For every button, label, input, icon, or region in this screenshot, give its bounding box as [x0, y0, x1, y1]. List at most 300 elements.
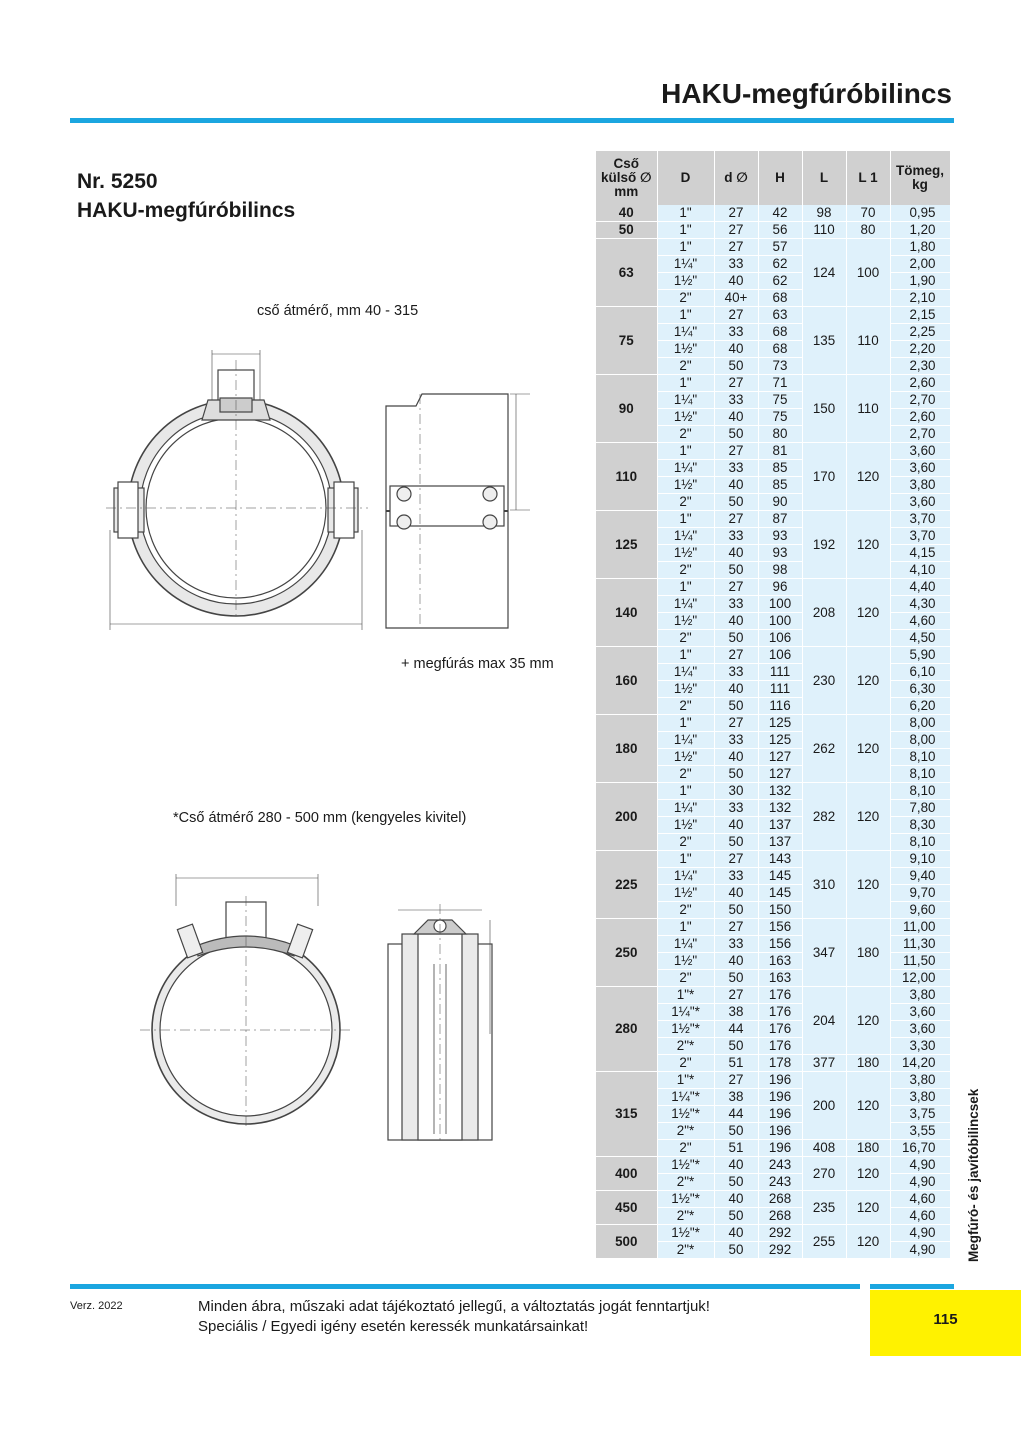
length-l-cell: 235 [802, 1191, 846, 1225]
thread-d-cell: 1½" [657, 613, 714, 630]
weight-cell: 9,10 [890, 851, 950, 868]
inner-diameter-cell: 50 [714, 426, 758, 443]
inner-diameter-cell: 27 [714, 205, 758, 222]
inner-diameter-cell: 27 [714, 443, 758, 460]
height-h-cell: 71 [758, 375, 802, 392]
thread-d-cell: 1¼" [657, 868, 714, 885]
table-row [596, 579, 950, 596]
weight-cell: 3,60 [890, 1021, 950, 1038]
inner-diameter-cell: 27 [714, 511, 758, 528]
height-h-cell: 292 [758, 1225, 802, 1242]
inner-diameter-cell: 50 [714, 834, 758, 851]
weight-cell: 4,90 [890, 1225, 950, 1242]
table-row [596, 511, 950, 528]
thread-d-cell: 2" [657, 562, 714, 579]
length-l-cell: 192 [802, 511, 846, 579]
weight-cell: 4,60 [890, 1191, 950, 1208]
outer-diameter-cell: 90 [596, 375, 657, 443]
length-l-cell: 282 [802, 783, 846, 851]
length-l1-cell: 120 [846, 443, 890, 511]
thread-d-cell: 1" [657, 783, 714, 800]
inner-diameter-cell: 50 [714, 562, 758, 579]
table-row [596, 987, 950, 1004]
thread-d-cell: 1¼" [657, 936, 714, 953]
weight-cell: 2,60 [890, 409, 950, 426]
inner-diameter-cell: 38 [714, 1004, 758, 1021]
weight-cell: 3,60 [890, 1004, 950, 1021]
outer-diameter-cell: 315 [596, 1072, 657, 1157]
length-l-cell: 408 [802, 1140, 846, 1157]
thread-d-cell: 2"* [657, 1174, 714, 1191]
length-l-cell: 377 [802, 1055, 846, 1072]
weight-cell: 4,15 [890, 545, 950, 562]
height-h-cell: 75 [758, 392, 802, 409]
inner-diameter-cell: 27 [714, 375, 758, 392]
length-l1-cell: 120 [846, 715, 890, 783]
thread-d-cell: 1½"* [657, 1021, 714, 1038]
outer-diameter-cell: 160 [596, 647, 657, 715]
table-row [596, 919, 950, 936]
thread-d-cell: 1¼" [657, 732, 714, 749]
height-h-cell: 145 [758, 868, 802, 885]
inner-diameter-cell: 27 [714, 579, 758, 596]
height-h-cell: 156 [758, 936, 802, 953]
thread-d-cell: 2" [657, 358, 714, 375]
outer-diameter-cell: 250 [596, 919, 657, 987]
weight-cell: 3,80 [890, 1072, 950, 1089]
title-rule [70, 118, 954, 123]
height-h-cell: 292 [758, 1242, 802, 1259]
thread-d-cell: 1½" [657, 545, 714, 562]
weight-cell: 5,90 [890, 647, 950, 664]
inner-diameter-cell: 33 [714, 256, 758, 273]
thread-d-cell: 1½" [657, 749, 714, 766]
inner-diameter-cell: 38 [714, 1089, 758, 1106]
weight-cell: 4,50 [890, 630, 950, 647]
table-row [596, 1191, 950, 1208]
thread-d-cell: 1" [657, 205, 714, 222]
thread-d-cell: 2"* [657, 1038, 714, 1055]
height-h-cell: 116 [758, 698, 802, 715]
height-h-cell: 100 [758, 596, 802, 613]
weight-cell: 3,55 [890, 1123, 950, 1140]
outer-diameter-cell: 140 [596, 579, 657, 647]
thread-d-cell: 1½" [657, 273, 714, 290]
weight-cell: 3,60 [890, 460, 950, 477]
col-header-h: H [758, 151, 802, 205]
inner-diameter-cell: 33 [714, 528, 758, 545]
weight-cell: 9,70 [890, 885, 950, 902]
length-l1-cell: 120 [846, 987, 890, 1055]
drill-note: + megfúrás max 35 mm [401, 656, 554, 672]
thread-d-cell: 1½"* [657, 1191, 714, 1208]
length-l-cell: 347 [802, 919, 846, 987]
weight-cell: 4,60 [890, 613, 950, 630]
outer-diameter-cell: 280 [596, 987, 657, 1072]
clamp-drawing-front [100, 340, 380, 630]
weight-cell: 11,50 [890, 953, 950, 970]
height-h-cell: 127 [758, 766, 802, 783]
height-h-cell: 81 [758, 443, 802, 460]
weight-cell: 6,20 [890, 698, 950, 715]
length-l-cell: 110 [802, 222, 846, 239]
inner-diameter-cell: 33 [714, 732, 758, 749]
table-row [596, 1225, 950, 1242]
weight-cell: 14,20 [890, 1055, 950, 1072]
height-h-cell: 100 [758, 613, 802, 630]
length-l-cell: 310 [802, 851, 846, 919]
weight-cell: 4,90 [890, 1242, 950, 1259]
height-h-cell: 176 [758, 1038, 802, 1055]
weight-cell: 4,10 [890, 562, 950, 579]
thread-d-cell: 2"* [657, 1123, 714, 1140]
length-l1-cell: 120 [846, 1191, 890, 1225]
inner-diameter-cell: 27 [714, 307, 758, 324]
inner-diameter-cell: 40 [714, 1157, 758, 1174]
height-h-cell: 125 [758, 732, 802, 749]
weight-cell: 2,25 [890, 324, 950, 341]
outer-diameter-cell: 400 [596, 1157, 657, 1191]
height-h-cell: 57 [758, 239, 802, 256]
inner-diameter-cell: 40+ [714, 290, 758, 307]
weight-cell: 8,30 [890, 817, 950, 834]
height-h-cell: 163 [758, 970, 802, 987]
inner-diameter-cell: 33 [714, 800, 758, 817]
col-header-weight: Tömeg, kg [890, 151, 950, 205]
table-row [596, 239, 950, 256]
inner-diameter-cell: 30 [714, 783, 758, 800]
disclaimer-line-1: Minden ábra, műszaki adat tájékoztató jellegű, a változtatás jogát fenntartjuk! [198, 1298, 710, 1315]
inner-diameter-cell: 50 [714, 766, 758, 783]
thread-d-cell: 1¼" [657, 596, 714, 613]
inner-diameter-cell: 40 [714, 1191, 758, 1208]
thread-d-cell: 1¼" [657, 664, 714, 681]
thread-d-cell: 1¼" [657, 528, 714, 545]
height-h-cell: 68 [758, 290, 802, 307]
thread-d-cell: 1" [657, 511, 714, 528]
thread-d-cell: 1" [657, 443, 714, 460]
weight-cell: 2,70 [890, 392, 950, 409]
weight-cell: 3,80 [890, 477, 950, 494]
length-l-cell: 98 [802, 205, 846, 222]
weight-cell: 8,10 [890, 766, 950, 783]
length-l-cell: 124 [802, 239, 846, 307]
thread-d-cell: 1" [657, 919, 714, 936]
weight-cell: 3,60 [890, 494, 950, 511]
thread-d-cell: 1" [657, 222, 714, 239]
outer-diameter-cell: 125 [596, 511, 657, 579]
thread-d-cell: 1½"* [657, 1225, 714, 1242]
length-l-cell: 270 [802, 1157, 846, 1191]
thread-d-cell: 1½"* [657, 1106, 714, 1123]
drawing1-caption: cső átmérő, mm 40 - 315 [257, 303, 419, 319]
thread-d-cell: 1" [657, 647, 714, 664]
inner-diameter-cell: 27 [714, 919, 758, 936]
thread-d-cell: 1"* [657, 1072, 714, 1089]
weight-cell: 0,95 [890, 205, 950, 222]
height-h-cell: 111 [758, 681, 802, 698]
weight-cell: 9,60 [890, 902, 950, 919]
thread-d-cell: 2" [657, 834, 714, 851]
weight-cell: 2,00 [890, 256, 950, 273]
disclaimer-line-2: Speciális / Egyedi igény esetén keressék munkatársainkat! [198, 1318, 589, 1335]
thread-d-cell: 1¼" [657, 392, 714, 409]
thread-d-cell: 1½" [657, 681, 714, 698]
height-h-cell: 163 [758, 953, 802, 970]
length-l1-cell: 180 [846, 1140, 890, 1157]
thread-d-cell: 2" [657, 290, 714, 307]
weight-cell: 3,80 [890, 987, 950, 1004]
length-l-cell: 204 [802, 987, 846, 1055]
outer-diameter-cell: 200 [596, 783, 657, 851]
height-h-cell: 62 [758, 256, 802, 273]
col-header-l: L [802, 151, 846, 205]
height-h-cell: 137 [758, 834, 802, 851]
spec-table [596, 151, 951, 1259]
inner-diameter-cell: 51 [714, 1140, 758, 1157]
thread-d-cell: 1½" [657, 885, 714, 902]
height-h-cell: 90 [758, 494, 802, 511]
height-h-cell: 145 [758, 885, 802, 902]
outer-diameter-cell: 180 [596, 715, 657, 783]
thread-d-cell: 2" [657, 1055, 714, 1072]
thread-d-cell: 2" [657, 902, 714, 919]
thread-d-cell: 1¼" [657, 324, 714, 341]
weight-cell: 3,30 [890, 1038, 950, 1055]
height-h-cell: 87 [758, 511, 802, 528]
height-h-cell: 85 [758, 460, 802, 477]
height-h-cell: 75 [758, 409, 802, 426]
inner-diameter-cell: 33 [714, 324, 758, 341]
outer-diameter-cell: 63 [596, 239, 657, 307]
table-row [596, 1072, 950, 1089]
thread-d-cell: 2" [657, 766, 714, 783]
length-l1-cell: 120 [846, 647, 890, 715]
inner-diameter-cell: 40 [714, 545, 758, 562]
inner-diameter-cell: 50 [714, 494, 758, 511]
height-h-cell: 80 [758, 426, 802, 443]
outer-diameter-cell: 500 [596, 1225, 657, 1259]
inner-diameter-cell: 50 [714, 630, 758, 647]
thread-d-cell: 1½" [657, 409, 714, 426]
inner-diameter-cell: 27 [714, 851, 758, 868]
thread-d-cell: 1½" [657, 817, 714, 834]
weight-cell: 1,90 [890, 273, 950, 290]
inner-diameter-cell: 50 [714, 1174, 758, 1191]
weight-cell: 8,10 [890, 749, 950, 766]
clamp-drawing-side [380, 388, 540, 633]
thread-d-cell: 1¼" [657, 460, 714, 477]
col-header-d: D [657, 151, 714, 205]
inner-diameter-cell: 50 [714, 1242, 758, 1259]
thread-d-cell: 1½" [657, 477, 714, 494]
inner-diameter-cell: 27 [714, 239, 758, 256]
table-row [596, 715, 950, 732]
table-row [596, 1157, 950, 1174]
thread-d-cell: 1½" [657, 341, 714, 358]
thread-d-cell: 1½"* [657, 1157, 714, 1174]
length-l1-cell: 120 [846, 1157, 890, 1191]
height-h-cell: 62 [758, 273, 802, 290]
col-header-inner-diameter: d ∅ [714, 151, 758, 205]
height-h-cell: 176 [758, 1004, 802, 1021]
length-l1-cell: 80 [846, 222, 890, 239]
height-h-cell: 73 [758, 358, 802, 375]
thread-d-cell: 2" [657, 970, 714, 987]
length-l1-cell: 110 [846, 307, 890, 375]
inner-diameter-cell: 33 [714, 392, 758, 409]
length-l-cell: 150 [802, 375, 846, 443]
height-h-cell: 268 [758, 1191, 802, 1208]
height-h-cell: 196 [758, 1089, 802, 1106]
length-l1-cell: 100 [846, 239, 890, 307]
height-h-cell: 243 [758, 1157, 802, 1174]
weight-cell: 2,60 [890, 375, 950, 392]
table-row [596, 307, 950, 324]
length-l-cell: 170 [802, 443, 846, 511]
length-l1-cell: 180 [846, 1055, 890, 1072]
height-h-cell: 106 [758, 630, 802, 647]
height-h-cell: 176 [758, 1021, 802, 1038]
col-header-outer-diameter: Cső külső ∅ mm [596, 151, 657, 205]
inner-diameter-cell: 33 [714, 460, 758, 477]
outer-diameter-cell: 225 [596, 851, 657, 919]
thread-d-cell: 1" [657, 375, 714, 392]
length-l-cell: 208 [802, 579, 846, 647]
height-h-cell: 178 [758, 1055, 802, 1072]
weight-cell: 4,40 [890, 579, 950, 596]
footer-rule [70, 1284, 860, 1289]
inner-diameter-cell: 40 [714, 613, 758, 630]
height-h-cell: 196 [758, 1106, 802, 1123]
weight-cell: 4,30 [890, 596, 950, 613]
length-l-cell: 262 [802, 715, 846, 783]
weight-cell: 11,00 [890, 919, 950, 936]
length-l-cell: 230 [802, 647, 846, 715]
band-clamp-drawing-side [378, 904, 508, 1144]
weight-cell: 4,90 [890, 1157, 950, 1174]
drawing2-caption: *Cső átmérő 280 - 500 mm (kengyeles kivitel) [173, 810, 467, 826]
length-l-cell: 255 [802, 1225, 846, 1259]
inner-diameter-cell: 27 [714, 987, 758, 1004]
length-l1-cell: 70 [846, 205, 890, 222]
weight-cell: 8,00 [890, 715, 950, 732]
height-h-cell: 137 [758, 817, 802, 834]
weight-cell: 12,00 [890, 970, 950, 987]
inner-diameter-cell: 27 [714, 1072, 758, 1089]
length-l1-cell: 120 [846, 851, 890, 919]
height-h-cell: 93 [758, 528, 802, 545]
height-h-cell: 111 [758, 664, 802, 681]
length-l1-cell: 120 [846, 1072, 890, 1140]
inner-diameter-cell: 33 [714, 664, 758, 681]
height-h-cell: 156 [758, 919, 802, 936]
weight-cell: 2,30 [890, 358, 950, 375]
thread-d-cell: 2" [657, 698, 714, 715]
inner-diameter-cell: 40 [714, 681, 758, 698]
page-number: 115 [870, 1290, 1021, 1356]
thread-d-cell: 1¼" [657, 800, 714, 817]
thread-d-cell: 1" [657, 715, 714, 732]
weight-cell: 4,90 [890, 1174, 950, 1191]
weight-cell: 16,70 [890, 1140, 950, 1157]
weight-cell: 11,30 [890, 936, 950, 953]
outer-diameter-cell: 50 [596, 222, 657, 239]
page-title: HAKU-megfúróbilincs [661, 78, 952, 109]
thread-d-cell: 2" [657, 1140, 714, 1157]
table-row [596, 375, 950, 392]
inner-diameter-cell: 40 [714, 749, 758, 766]
thread-d-cell: 2"* [657, 1242, 714, 1259]
inner-diameter-cell: 50 [714, 698, 758, 715]
inner-diameter-cell: 50 [714, 970, 758, 987]
weight-cell: 2,70 [890, 426, 950, 443]
version-label: Verz. 2022 [70, 1300, 123, 1312]
inner-diameter-cell: 27 [714, 647, 758, 664]
height-h-cell: 106 [758, 647, 802, 664]
height-h-cell: 125 [758, 715, 802, 732]
weight-cell: 1,20 [890, 222, 950, 239]
thread-d-cell: 1¼"* [657, 1004, 714, 1021]
inner-diameter-cell: 44 [714, 1106, 758, 1123]
inner-diameter-cell: 27 [714, 222, 758, 239]
thread-d-cell: 1½" [657, 953, 714, 970]
product-number: Nr. 5250 [77, 170, 158, 193]
length-l1-cell: 120 [846, 579, 890, 647]
length-l1-cell: 180 [846, 919, 890, 987]
inner-diameter-cell: 50 [714, 902, 758, 919]
height-h-cell: 68 [758, 324, 802, 341]
thread-d-cell: 1" [657, 851, 714, 868]
weight-cell: 3,70 [890, 511, 950, 528]
inner-diameter-cell: 27 [714, 715, 758, 732]
weight-cell: 2,20 [890, 341, 950, 358]
outer-diameter-cell: 75 [596, 307, 657, 375]
table-row [596, 851, 950, 868]
height-h-cell: 176 [758, 987, 802, 1004]
spec-table-header [596, 151, 950, 205]
height-h-cell: 132 [758, 783, 802, 800]
length-l-cell: 200 [802, 1072, 846, 1140]
weight-cell: 8,00 [890, 732, 950, 749]
weight-cell: 6,10 [890, 664, 950, 681]
height-h-cell: 243 [758, 1174, 802, 1191]
thread-d-cell: 1" [657, 579, 714, 596]
length-l1-cell: 120 [846, 511, 890, 579]
thread-d-cell: 1¼" [657, 256, 714, 273]
outer-diameter-cell: 450 [596, 1191, 657, 1225]
length-l1-cell: 110 [846, 375, 890, 443]
length-l1-cell: 120 [846, 1225, 890, 1259]
inner-diameter-cell: 40 [714, 1225, 758, 1242]
height-h-cell: 96 [758, 579, 802, 596]
inner-diameter-cell: 40 [714, 273, 758, 290]
inner-diameter-cell: 40 [714, 341, 758, 358]
thread-d-cell: 2" [657, 630, 714, 647]
product-name: HAKU-megfúróbilincs [77, 199, 296, 222]
height-h-cell: 196 [758, 1123, 802, 1140]
height-h-cell: 98 [758, 562, 802, 579]
height-h-cell: 68 [758, 341, 802, 358]
thread-d-cell: 1" [657, 307, 714, 324]
weight-cell: 8,10 [890, 783, 950, 800]
inner-diameter-cell: 50 [714, 1038, 758, 1055]
band-clamp-drawing-front [130, 866, 360, 1131]
length-l-cell: 135 [802, 307, 846, 375]
weight-cell: 3,70 [890, 528, 950, 545]
outer-diameter-cell: 110 [596, 443, 657, 511]
height-h-cell: 42 [758, 205, 802, 222]
